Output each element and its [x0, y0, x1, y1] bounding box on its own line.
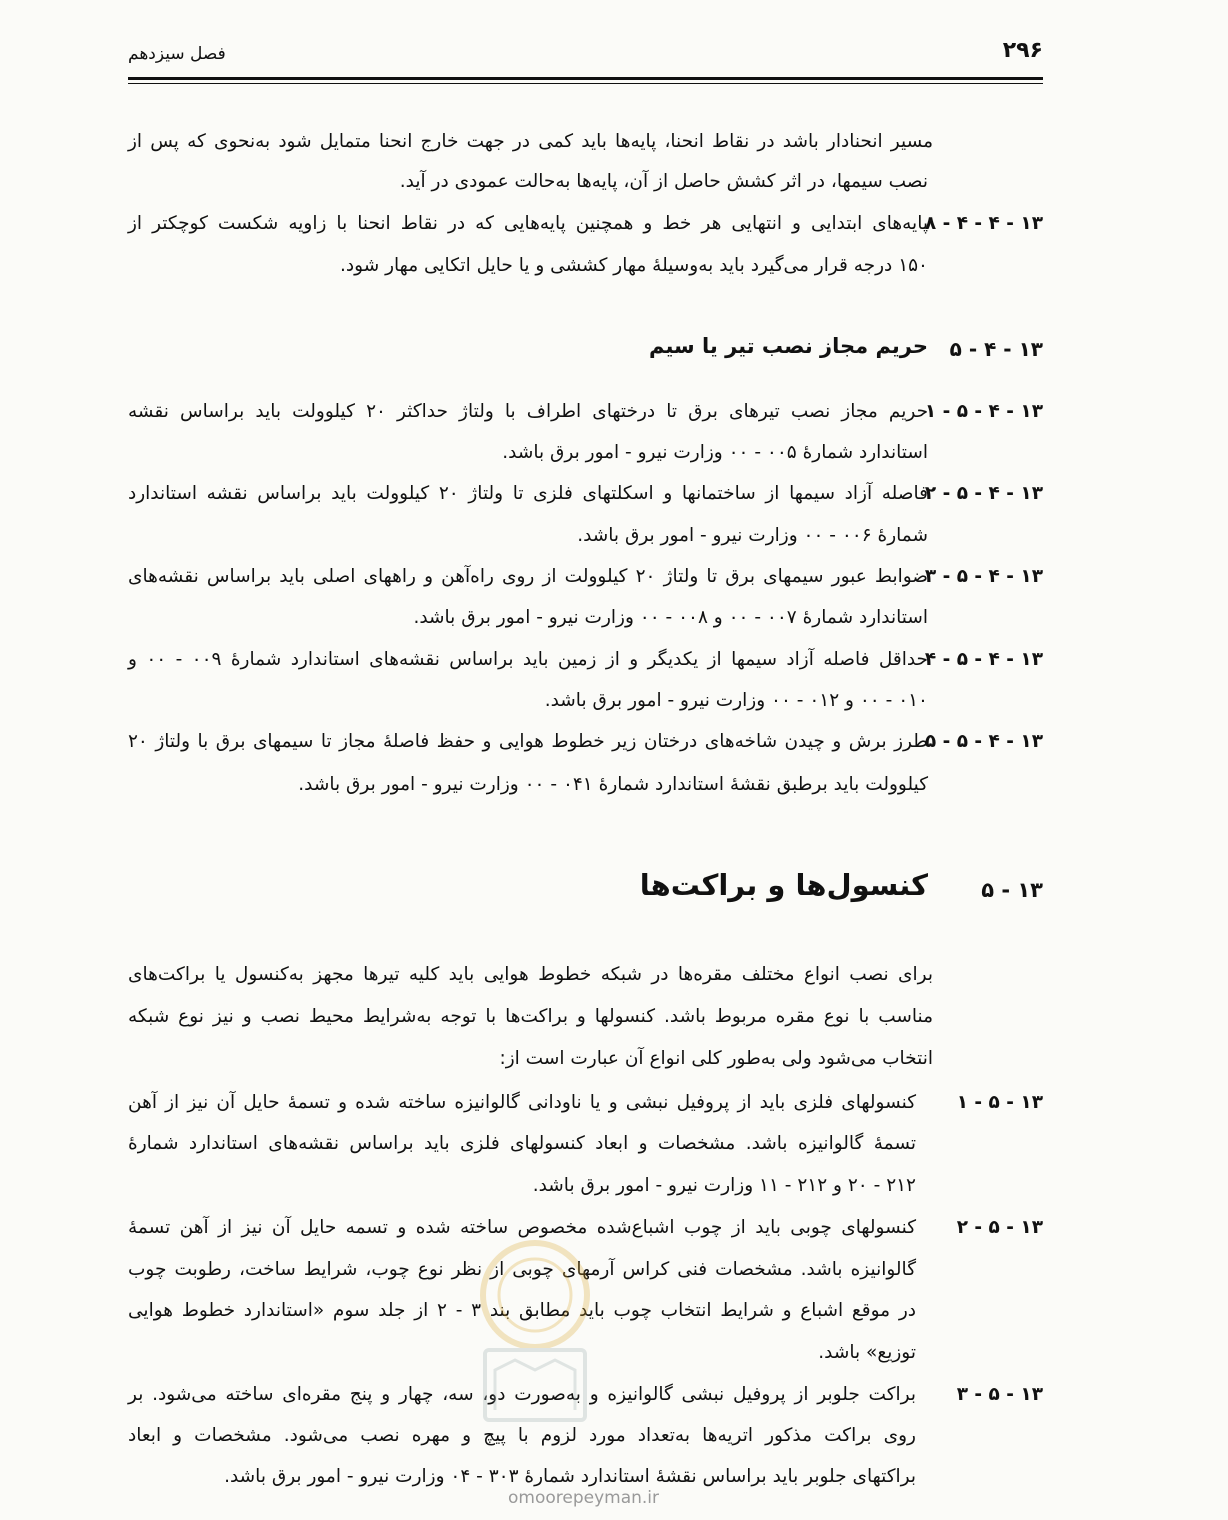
clause-number: ۱۳ - ۴ - ۵ - ۱ [924, 401, 1043, 422]
clause-line: استاندارد شمارهٔ ۰۰۵ - ۰۰ وزارت نیرو - امور برق باشد. [502, 442, 928, 463]
clause-line: کیلوولت باید برطبق نقشهٔ استاندارد شمارهٔ ۰۴۱ - ۰۰ وزارت نیرو - امور برق باشد. [298, 774, 928, 795]
section-title: حریم مجاز نصب تیر یا سیم [648, 334, 928, 358]
header-rule-thick [128, 77, 1043, 80]
clause-number: ۱۳ - ۵ - ۲ [956, 1217, 1043, 1238]
clause-line: براکت جلوبر از پروفیل نبشی گالوانیزه و به‌صورت دو، سه، چهار و پنج مقره‌ای ساخته می‌شود. بر [128, 1384, 916, 1405]
clause-line: فاصله آزاد سیمها از ساختمانها و اسکلتهای فلزی تا ولتاژ ۲۰ کیلوولت باید براساس نقشه استاندارد [128, 483, 928, 504]
paragraph-line: مسیر انحنادار باشد در نقاط انحنا، پایه‌ها باید کمی در جهت خارج انحنا متمایل شود به‌نحوی که پس از [128, 131, 933, 152]
page-number: ۲۹۶ [1002, 38, 1043, 63]
clause-number: ۱۳ - ۴ - ۵ - ۵ [924, 731, 1043, 752]
clause-line: ضوابط عبور سیمهای برق تا ولتاژ ۲۰ کیلوولت از روی راه‌آهن و راههای اصلی باید براساس نقشه‌های [128, 566, 929, 587]
clause-line: توزیع» باشد. [818, 1342, 916, 1363]
clause-line: ۱۵۰ درجه قرار می‌گیرد باید به‌وسیلهٔ مهار کششی و یا حایل اتکایی مهار شود. [340, 255, 928, 276]
clause-number: ۱۳ - ۴ - ۵ - ۲ [924, 483, 1043, 504]
clause-number: ۱۳ - ۵ - ۳ [956, 1384, 1043, 1405]
chapter-section-number: ۱۳ - ۵ [981, 878, 1043, 902]
paragraph-line: نصب سیمها، در اثر کشش حاصل از آن، پایه‌ها به‌حالت عمودی در آید. [399, 171, 928, 192]
clause-line: حریم مجاز نصب تیرهای برق تا درختهای اطراف با ولتاژ حداکثر ۲۰ کیلوولت باید براساس نقشه [128, 401, 928, 422]
running-head: فصل سیزدهم [128, 44, 226, 64]
clause-line: براکتهای جلوبر باید براساس نقشهٔ استاندارد شمارهٔ ۳۰۳ - ۰۴ وزارت نیرو - امور برق باشد. [224, 1466, 916, 1487]
clause-number: ۱۳ - ۴ - ۵ - ۳ [924, 566, 1043, 587]
paragraph-line: مناسب با نوع مقره مربوط باشد. کنسولها و براکت‌ها با توجه به‌شرایط محیط نصب و نیز نوع شبکه [128, 1006, 933, 1027]
clause-line: استاندارد شمارهٔ ۰۰۷ - ۰۰ و ۰۰۸ - ۰۰ وزارت نیرو - امور برق باشد. [413, 607, 928, 628]
clause-line: کنسولهای چوبی باید از چوب اشباع‌شده مخصوص ساخته شده و تسمه حایل آن نیز از آهن تسمهٔ [128, 1217, 916, 1238]
watermark-seal-icon [455, 1235, 615, 1435]
page-header [128, 38, 1043, 74]
clause-line: گالوانیزه باشد. مشخصات فنی کراس آرمهای چوبی از نظر نوع چوب، شرایط ساخت، رطوبت چوب [128, 1259, 916, 1280]
clause-line: حداقل فاصله آزاد سیمها از یکدیگر و از زمین باید براساس نقشه‌های استاندارد شمارهٔ ۰۰۹ - ۰۰ و [128, 649, 928, 670]
paragraph-line: برای نصب انواع مختلف مقره‌ها در شبکه خطوط هوایی باید کلیه تیرها مجهز به‌کنسول یا براکت‌های [128, 964, 933, 985]
header-rule-thin [128, 83, 1043, 84]
clause-line: طرز برش و چیدن شاخه‌های درختان زیر خطوط هوایی و حفظ فاصلهٔ مجاز تا سیمهای برق با ولتاژ ۲۰ [128, 731, 928, 752]
chapter-section-title: کنسول‌ها و براکت‌ها [639, 868, 928, 902]
clause-line: در موقع اشباع و شرایط انتخاب چوب باید مطابق بند ۳ - ۲ از جلد سوم «استاندارد خطوط هوایی [128, 1300, 917, 1321]
section-number: ۱۳ - ۴ - ۵ [949, 337, 1043, 361]
clause-number: ۱۳ - ۵ - ۱ [956, 1092, 1043, 1113]
clause-line: ۲۱۲ - ۲۰ و ۲۱۲ - ۱۱ وزارت نیرو - امور برق باشد. [532, 1175, 916, 1196]
clause-number: ۱۳ - ۴ - ۵ - ۴ [924, 649, 1043, 670]
clause-line: روی براکت مذکور اتریه‌ها به‌تعداد مورد لزوم با پیچ و مهره نصب می‌شود. مشخصات و ابعاد [128, 1425, 916, 1446]
clause-number: ۱۳ - ۴ - ۴ - ۸ [924, 213, 1043, 234]
clause-line: کنسولهای فلزی باید از پروفیل نبشی و یا ناودانی گالوانیزه ساخته شده و تسمهٔ حایل آن نیز از آهن [128, 1092, 916, 1113]
clause-line: تسمهٔ گالوانیزه باشد. مشخصات و ابعاد کنسولهای فلزی باید براساس نقشه‌های استاندارد شمارهٔ [128, 1133, 916, 1154]
watermark-site: omoorepeyman.ir [508, 1488, 660, 1508]
clause-line: شمارهٔ ۰۰۶ - ۰۰ وزارت نیرو - امور برق باشد. [577, 525, 928, 546]
paragraph-line: انتخاب می‌شود ولی به‌طور کلی انواع آن عبارت است از: [499, 1048, 933, 1069]
clause-line: ۰۱۰ - ۰۰ و ۰۱۲ - ۰۰ وزارت نیرو - امور برق باشد. [544, 690, 928, 711]
clause-line: پایه‌های ابتدایی و انتهایی هر خط و همچنین پایه‌هایی که در نقاط انحنا با زاویه شکست کوچکتر از [128, 213, 928, 234]
